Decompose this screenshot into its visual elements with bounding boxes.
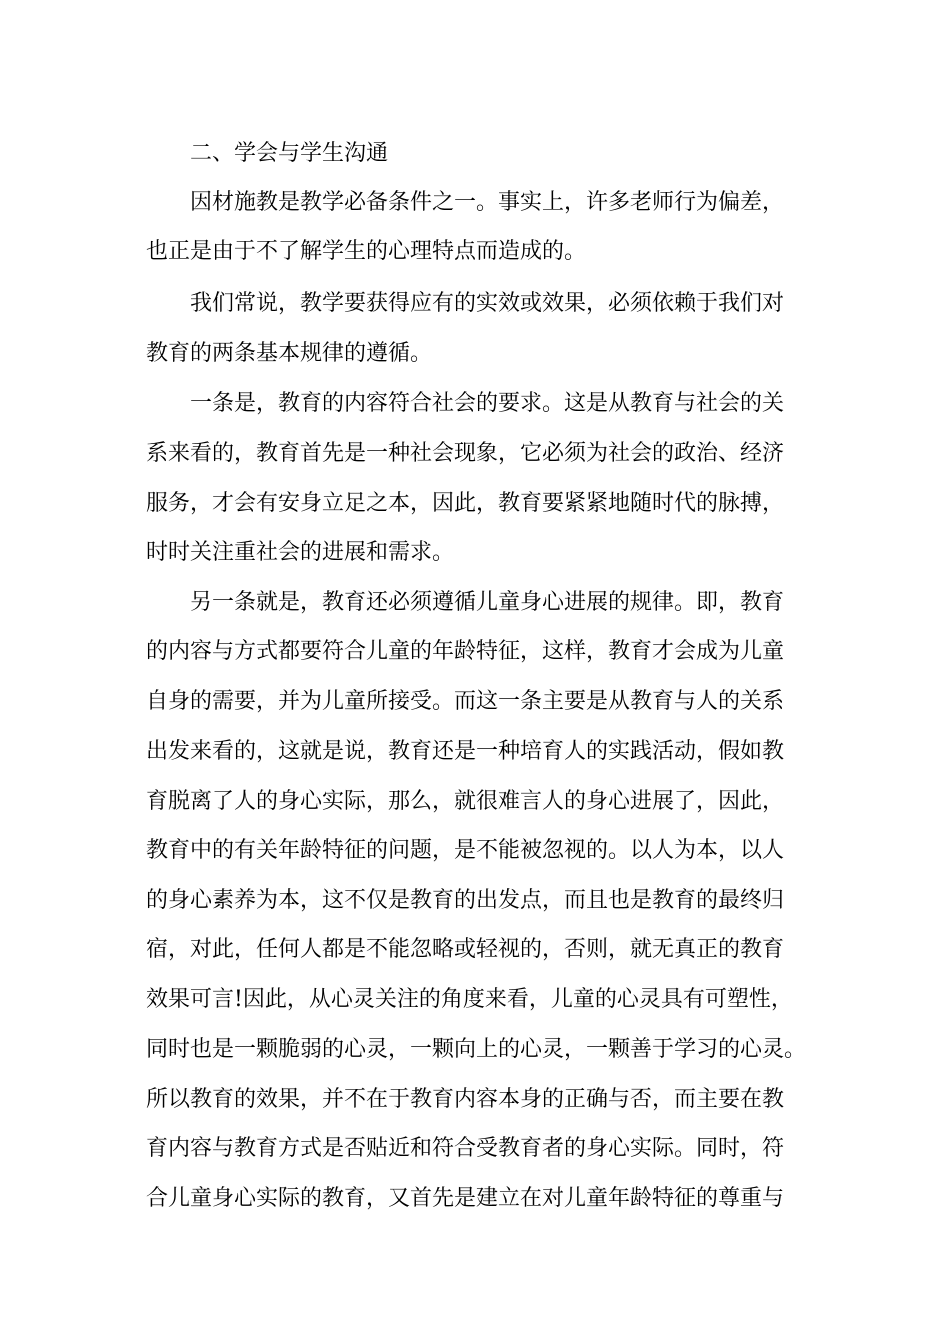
paragraph-line: 合儿童身心实际的教育，又首先是建立在对儿童年龄特征的尊重与 (146, 1186, 785, 1211)
paragraph-line: 因材施教是教学必备条件之一。事实上，许多老师行为偏差， (190, 190, 785, 215)
paragraph-line: 教育的两条基本规律的遵循。 (146, 341, 433, 366)
paragraph-line: 服务，才会有安身立足之本，因此，教育要紧紧地随时代的脉搏， (146, 491, 785, 516)
paragraph-line: 我们常说，教学要获得应有的实效或效果，必须依赖于我们对 (190, 291, 785, 316)
paragraph-line: 教育中的有关年龄特征的问题，是不能被忽视的。以人为本，以人 (146, 838, 785, 863)
paragraph-line: 出发来看的，这就是说，教育还是一种培育人的实践活动，假如教 (146, 739, 785, 764)
paragraph-line: 同时也是一颗脆弱的心灵，一颗向上的心灵，一颗善于学习的心灵。 (146, 1037, 807, 1062)
paragraph-line: 系来看的，教育首先是一种社会现象，它必须为社会的政治、经济 (146, 441, 785, 466)
paragraph-line: 的身心素养为本，这不仅是教育的出发点，而且也是教育的最终归 (146, 888, 785, 913)
paragraph-line: 另一条就是，教育还必须遵循儿童身心进展的规律。即，教育 (190, 590, 785, 615)
paragraph-line: 效果可言!因此，从心灵关注的角度来看，儿童的心灵具有可塑性， (146, 987, 793, 1012)
paragraph-line: 也正是由于不了解学生的心理特点而造成的。 (146, 239, 587, 264)
paragraph-line: 育脱离了人的身心实际，那么，就很难言人的身心进展了，因此， (146, 789, 785, 814)
section-heading: 二、学会与学生沟通 (190, 141, 389, 166)
paragraph-line: 时时关注重社会的进展和需求。 (146, 540, 455, 565)
paragraph-line: 自身的需要，并为儿童所接受。而这一条主要是从教育与人的关系 (146, 689, 785, 714)
paragraph-line: 育内容与教育方式是否贴近和符合受教育者的身心实际。同时，符 (146, 1136, 785, 1161)
paragraph-line: 所以教育的效果，并不在于教育内容本身的正确与否，而主要在教 (146, 1087, 785, 1112)
paragraph-line: 一条是，教育的内容符合社会的要求。这是从教育与社会的关 (190, 391, 785, 416)
paragraph-line: 的内容与方式都要符合儿童的年龄特征，这样，教育才会成为儿童 (146, 639, 785, 664)
paragraph-line: 宿，对此，任何人都是不能忽略或轻视的，否则，就无真正的教育 (146, 937, 785, 962)
